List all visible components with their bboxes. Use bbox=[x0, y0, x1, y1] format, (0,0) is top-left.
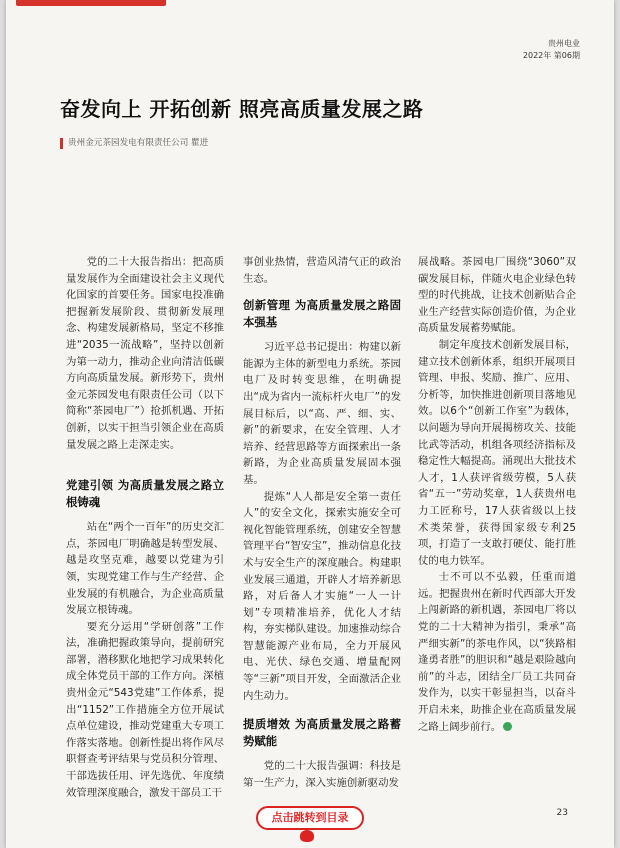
paragraph: 展战略。茶园电厂围绕“3060”双碳发展目标，伴随火电企业绿色转型的时代挑战，让技术创新贴合企业生产经营实际创造价值，为企业高质量发展蓄势赋能。 bbox=[418, 256, 576, 335]
paragraph: 事创业热情，营造风清气正的政治生态。 bbox=[243, 256, 401, 285]
paragraph: 站在“两个一百年”的历史交汇点，茶园电厂明确越是转型发展、越是攻坚克难，越要以党建为引领，实现党建工作与生产经营、企业发展的有机融合，为企业高质量发展立根铸魂。 bbox=[66, 521, 224, 617]
paragraph: 党的二十大报告强调：科技是第一生产力，深入实施创新驱动发 bbox=[243, 760, 401, 789]
article-title: 奋发向上 开拓创新 照亮高质量发展之路 bbox=[60, 97, 424, 121]
issue-info: 2022年 第06期 bbox=[522, 51, 580, 60]
page-number: 23 bbox=[556, 808, 568, 818]
pointer-icon[interactable] bbox=[300, 830, 314, 842]
paragraph: 习近平总书记提出：构建以新能源为主体的新型电力系统。茶园电厂及时转变思维，在明确提出“成为省内一流标杆火电厂”的发展目标后，以“高、严、细、实、新”的新要求，在安全管理、人才培养、经营思路等方面探索出一条新路，为企业高质量发展固本强基。 bbox=[243, 341, 401, 486]
section-heading: 提质增效 为高质量发展之路蓄势赋能 bbox=[243, 717, 401, 749]
paragraph: 提炼“人人都是安全第一责任人”的安全文化，探索实施安全可视化智能管理系统，创建安全智慧管理平台“智安宝”，推动信息化技术与安全生产的深度融合。构建职业发展三通道，开辟人才培养新思路，对后备人才实施“一人一计划”专项精准培养，优化人才结构，夯实梯队建设。加速推动综合智慧能源产业布局，全力开展风电、光伏、绿色交通、增量配网等“三新”项目开发，全面激活企业内生动力。 bbox=[243, 490, 401, 702]
paragraph bbox=[418, 569, 576, 735]
magazine-page bbox=[6, 0, 614, 848]
article-column-1 bbox=[66, 254, 224, 801]
green-leaf-icon bbox=[503, 722, 512, 731]
magazine-name: 贵州电业 bbox=[548, 39, 580, 48]
top-red-bar bbox=[16, 0, 166, 6]
section-heading: 党建引领 为高质量发展之路立根铸魂 bbox=[66, 478, 224, 510]
paragraph: 制定年度技术创新发展目标，建立技术创新体系，组织开展项目管理、申报、奖励、推广、应用、分析等，加快推进创新项目落地见效。以6个“创新工作室”为载体，以问题为导向开展揭榜攻关、技能比武等活动，机组各项经济指标及稳定性大幅提高。涌现出大批技术人才，1人获评省级劳模，5人获省“五一”劳动奖章，1人获贵州电力工匠称号，17人获省级以上技术类荣誉，获得国家级专利25项，打造了一支敢打硬仗、能打胜仗的电力铁军。 bbox=[418, 338, 576, 567]
article-byline: 贵州金元茶园发电有限责任公司 瞿进 bbox=[60, 138, 208, 149]
paragraph-text: 士不可以不弘毅，任重而道远。把握贵州在新时代西部大开发上闯新路的新机遇，茶园电厂将以党的二十大精神为指引，秉承“高严细实新”的茶电作风，以“狭路相逢勇者胜”的胆识和“越是艰险越向前”的斗志，团结全厂员工共同奋发作为，以实干彰显担当，以奋斗开启未来，助推企业在高质量发展之路上阔步前行。 bbox=[418, 571, 576, 733]
section-heading: 创新管理 为高质量发展之路固本强基 bbox=[243, 298, 401, 330]
paragraph: 要充分运用“学研创落”工作法，准确把握政策导向，提前研究部署，潜移默化地把学习成果转化成全体党员干部的工作方向。深植贵州金元“543党建”工作体系，提出“1152”工作措施全方位开展试点单位建设，推动党建重大专项工作落实落地。创新性提出将作风尽职督查考评结果与党员积分管理、干部选拔任用、评先选优、年度绩效管理深度融合，激发干部员工干 bbox=[66, 620, 224, 799]
paragraph: 党的二十大报告指出：把高质量发展作为全面建设社会主义现代化国家的首要任务。国家电投准确把握新发展阶段、贯彻新发展理念、构建发展新格局，坚定不移推进“2035一流战略”，坚持以创新为第一动力，推动企业向清洁低碳方向高质量发展。新形势下，贵州金元茶园发电有限责任公司（以下简称“茶园电厂”）抢抓机遇、开拓创新，以实干担当引领企业在高质量发展之路上走深走实。 bbox=[66, 256, 224, 451]
article-column-2 bbox=[243, 254, 401, 791]
article-column-3 bbox=[418, 254, 576, 735]
toc-jump-button[interactable]: 点击跳转到目录 bbox=[256, 806, 364, 830]
